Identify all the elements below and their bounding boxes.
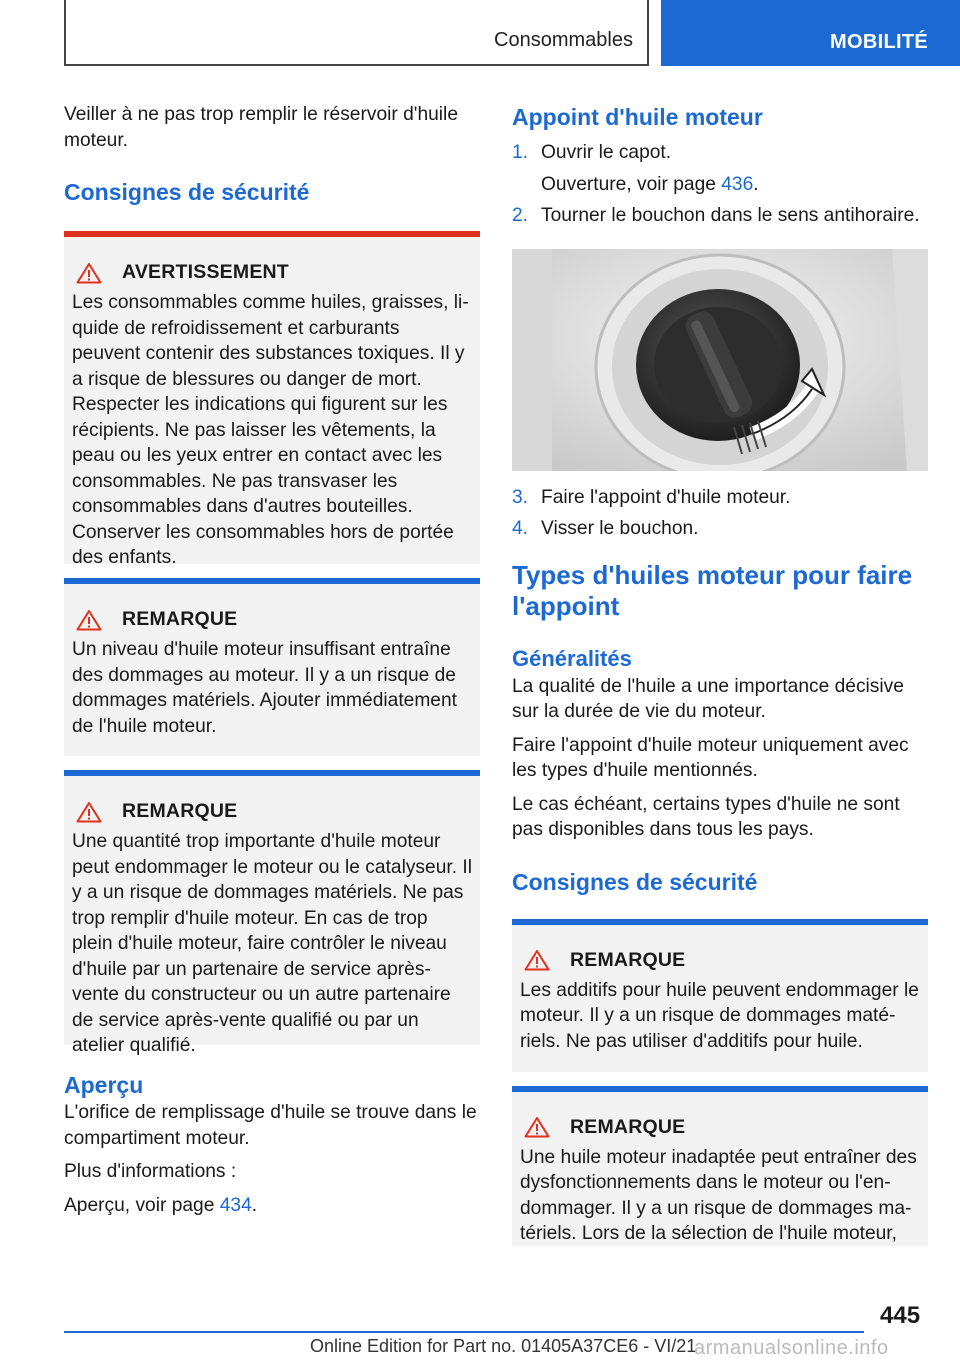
- step-number: 4.: [512, 518, 529, 539]
- notice-header: [520, 1116, 920, 1139]
- right-column: [512, 102, 928, 1246]
- warning-notice: [64, 231, 480, 568]
- warning-triangle-icon: [76, 262, 102, 284]
- footer-edition: Online Edition for Part no. 01405A37CE6 - VI/21: [310, 1336, 697, 1356]
- page-link-436[interactable]: 436: [721, 173, 754, 195]
- overview-text: L'orifice de remplissage d'huile se trouve dans le compartiment moteur.: [64, 1102, 477, 1149]
- warning-triangle-icon: [76, 609, 102, 631]
- page-link-434[interactable]: 434: [219, 1194, 252, 1216]
- warning-triangle-icon: [76, 801, 102, 823]
- list-item: [512, 485, 928, 511]
- notice-label: REMARQUE: [122, 800, 238, 822]
- more-info-text: Plus d'informations :: [64, 1161, 237, 1182]
- header-section-label: Consommables: [494, 29, 633, 51]
- notice-text: Un niveau d'huile moteur insuffisant entraîne des dommages au moteur. Il y a un risque de dommages matériels. Ajouter immédiatement de l'huile moteur.: [72, 639, 457, 737]
- oil-cap-photo: [512, 249, 928, 471]
- remark-notice: [512, 1086, 928, 1246]
- header-chapter-tab[interactable]: [661, 0, 960, 66]
- step-text: Tourner le bouchon dans le sens antihoraire.: [541, 205, 920, 226]
- notice-header: [72, 608, 472, 631]
- footer-divider: [64, 1331, 864, 1333]
- safety-heading-right: Consignes de sécurité: [512, 868, 758, 895]
- step-reference: [541, 172, 759, 198]
- header-section-tab: [64, 0, 649, 66]
- step-text: Faire l'appoint d'huile moteur.: [541, 486, 791, 508]
- header-chapter-label: MOBILITÉ: [830, 31, 928, 53]
- remark-notice: [64, 770, 480, 1056]
- left-column: [64, 102, 480, 1218]
- general-paragraph: Le cas échéant, certains types d'huile ne sont pas disponibles dans tous les pays.: [512, 793, 900, 840]
- oil-types-heading: Types d'huiles moteur pour faire l'appoint: [512, 559, 913, 621]
- general-heading: Généralités: [512, 645, 632, 671]
- list-item: [512, 203, 928, 229]
- steps-list-b: [512, 485, 928, 542]
- steps-list-a: [512, 140, 928, 229]
- remark-notice: [64, 578, 480, 756]
- list-item: [512, 140, 928, 197]
- list-item: [512, 516, 928, 542]
- notice-label: REMARQUE: [122, 608, 238, 630]
- step-number: 2.: [512, 205, 529, 226]
- refill-heading: Appoint d'huile moteur: [512, 104, 763, 130]
- notice-text: Les consommables comme huiles, graisses, liquide de refroidissement et carburants peuvent contenir des substances toxiques. Il y a risque de blessures ou danger de mort. Respecter les indications qui figurent sur les récipients. Ne pas laisser les vêtements, la peau ou les yeux entrer en contact avec les consommables. Ne pas transvaser les consommables dans d'autres bouteilles. Conserver les consommables hors de portée des enfants.: [72, 292, 469, 568]
- step-text: Ouvrir le capot.: [541, 142, 672, 163]
- safety-heading-left: Consignes de sécurité: [64, 179, 310, 205]
- remark-notice: [512, 919, 928, 1072]
- step-text: Visser le bouchon.: [541, 518, 699, 539]
- page-number: 445: [880, 1302, 921, 1329]
- notice-header: [72, 261, 472, 284]
- warning-triangle-icon: [524, 949, 550, 971]
- notice-text: Une quantité trop importante d'huile moteur peut endommager le moteur ou le catalyseur. Il y a un risque de dommages matériels. Ne pas trop remplir d'huile moteur. En cas de trop plein d'huile moteur, faire contrôler le niveau d'huile par un partenaire de service après-vente du constructeur ou un autre partenaire de service après-vente qualifié ou par un atelier qualifié.: [72, 831, 472, 1056]
- notice-label: REMARQUE: [570, 948, 686, 971]
- watermark: armanualsonline.info: [694, 1337, 889, 1359]
- notice-text: Une huile moteur inadaptée peut entraîner des dysfonctionnements dans le moteur ou l'endommager. Il y a un risque de dommages matériels. Lors de la sélection de l'huile moteur,: [520, 1146, 917, 1244]
- reference-end: .: [251, 1194, 258, 1216]
- general-paragraph: Faire l'appoint d'huile moteur uniquement avec les types d'huile mentionnés.: [512, 734, 909, 781]
- intro-text: Veiller à ne pas trop remplir le réservoir d'huile moteur.: [64, 104, 458, 151]
- step-number: 1.: [512, 142, 529, 163]
- notice-header: [520, 949, 920, 972]
- notice-label: AVERTISSEMENT: [122, 261, 289, 283]
- general-paragraph: La qualité de l'huile a une importance décisive sur la durée de vie du moteur.: [512, 675, 904, 722]
- overview-reference: [64, 1193, 480, 1219]
- notice-label: REMARQUE: [570, 1115, 686, 1138]
- warning-triangle-icon: [524, 1116, 550, 1138]
- step-number: 3.: [512, 486, 529, 508]
- reference-text: Aperçu, voir page: [64, 1194, 220, 1216]
- notice-text: Les additifs pour huile peuvent endommager le moteur. Il y a un risque de dommages matériels. Ne pas utiliser d'additifs pour huile.: [520, 979, 919, 1052]
- overview-heading: Aperçu: [64, 1072, 144, 1098]
- notice-header: [72, 800, 472, 823]
- reference-text: Ouverture, voir page: [541, 173, 722, 195]
- reference-end: .: [753, 173, 759, 195]
- oil-cap-illustration: [512, 249, 928, 471]
